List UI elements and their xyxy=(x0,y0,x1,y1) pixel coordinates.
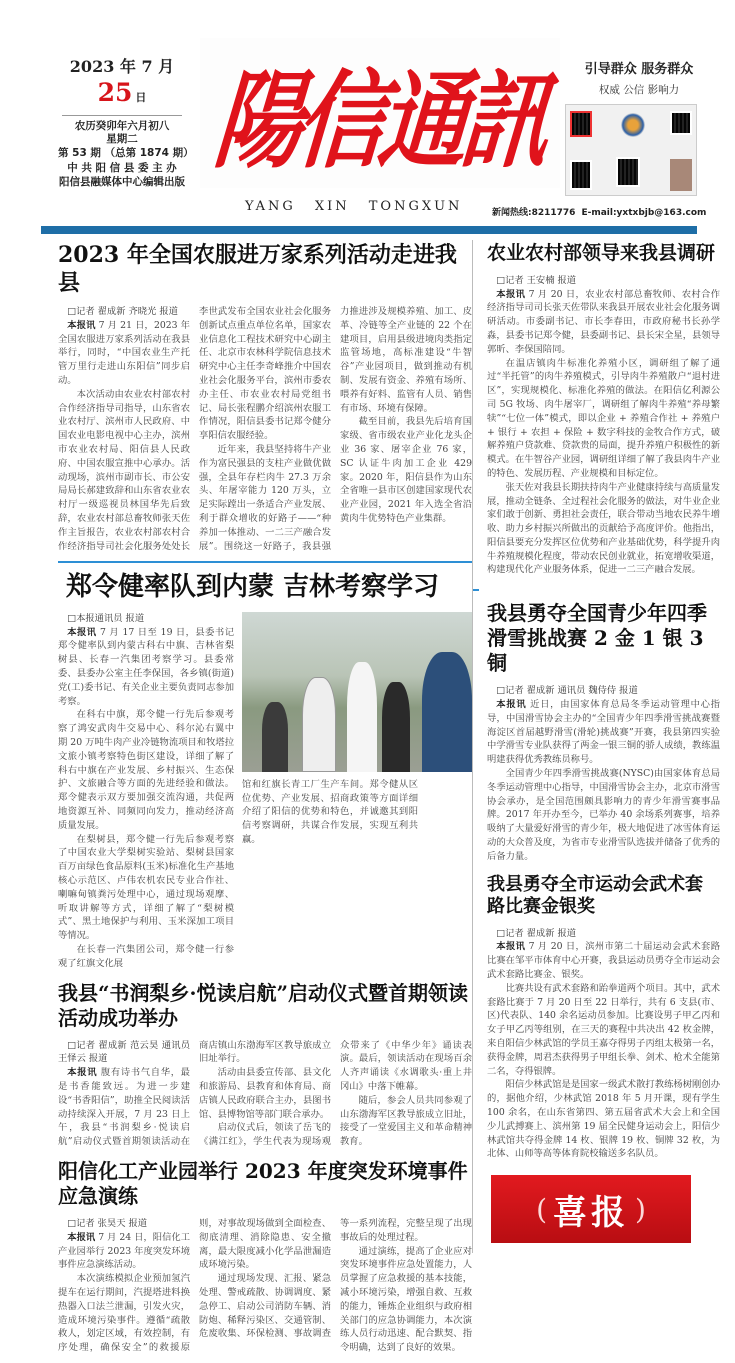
qr-code-icon xyxy=(616,157,640,187)
byline: □记者 翟成新 齐晓光 报道 xyxy=(67,306,178,317)
portrait-image xyxy=(670,159,692,191)
headline-farm-service: 2023 年全国农服进万家系列活动走进我县 xyxy=(58,242,457,296)
qr-code-icon xyxy=(570,111,592,137)
headline-skiing-line1: 我县勇夺全国青少年四季 xyxy=(487,601,707,626)
person-figure xyxy=(382,682,410,772)
paragraph: 在科右中旗，郑令健一行先后参观考察了鸿安武肉牛交易中心、科尔沁右翼中期 20 万吨牛肉产业冷链物流项目和牧塔拉文旅小镇考察特色街区建设，详细了解了科右中旗在产业发展、乡村振兴、生态保护、文旅融合等方面的先进经验和做法。郑令健表示双方要加强交流沟通，共促两地资源互补、同频同向发力，推动经济高质量发展。 xyxy=(58,709,234,831)
paragraph: 通过演练，提高了企业应对突发环境事件应急处置能力，人员掌握了应急救援的基本技能，减小环境污染，增强自救、互救的能力，锤炼企业组织与政府相关部门的应急协调能力，本次演练人员行动迅速、配合默契、指令明确，达到了良好的效果。 xyxy=(340,1245,472,1354)
person-figure xyxy=(347,662,377,772)
headline-reading: 我县“书润梨乡·悦读启航”启动仪式暨首期领读活动成功举办 xyxy=(58,980,468,1030)
right-column xyxy=(472,240,720,1253)
article-ministry-visit xyxy=(487,274,720,578)
paragraph-text: 7 月 21 日，2023 年全国农服进万家系列活动在我县举行，同时，“中国农业生产托管万里行走进山东阳信”同步启动。 xyxy=(58,319,190,386)
section-ministry-visit xyxy=(487,242,720,585)
paragraph: 本次活动由农业农村部农村合作经济指导司指导，山东省农业农村厅、滨州市人民政府、中国农业电影电视中心主办，滨州市农业农村局、阳信县人民政府、中国农服宣推中心承办。活动现场，滨州市副市长、市公安局局长郝建致辞和山东省农业农村厅一级巡视员林国华先后致辞，农业农村部总畜牧师张天佐作主旨报告，农业农村部农村合作经济指导司社会化服务处处长李世武发布全国农业社会化服务创新试点重点单位名单，国家农业信息化工程技术研究中心副主任、北京市农林科学院信息技术研究中心主任李奇峰推介中国农业社会化服务平台，滨州市委农办主任、市农业农村局党组书记、局长张程鹏介绍滨州农服工作情况，阳信县委书记郑令健分享阳信农服经验。 xyxy=(58,306,331,552)
publisher: 阳信县融媒体中心编辑出版 xyxy=(59,175,185,188)
paragraph: 张天佐对我县长期扶持肉牛产业健康持续与高质量发展，推动全链条、全过程社会化服务的做法，对牛业企业家们敢于创新、勇担社会责任，联合带动当地农民养牛增收、助力乡村振兴所做出的贡献给予高度评价。他指出，阳信县要充分发挥区位优势和产业基础优势，科学提升肉牛养殖规模化程度，带动农民创业就业，拓宽增收渠道，构建现代化产业服务体系，促进一二三产融合发展。 xyxy=(487,481,720,576)
laurel-left-icon: ( xyxy=(536,1192,547,1226)
email: E-mail:yxtxbjb@163.com xyxy=(581,208,707,218)
headline-skiing-line2: 滑雪挑战赛 2 金 1 银 3 铜 xyxy=(487,626,704,676)
person-figure xyxy=(302,677,336,772)
section-study-tour xyxy=(58,571,472,978)
paragraph: 阳信少林武馆是是国家一级武术散打教练杨树刚创办的，据他介绍，少林武馆 2018 年 5 月开课，现有学生 100 余名，在山东省第四、第五届省武术大会上和全国少儿武搏赛上、滨州第 19 届全民健身运动会上，阳信少林武馆共夺得金牌 14 枚、银牌 19 枚、铜牌 32 枚，为北体、山师等高等体育院校输送多名队员。 xyxy=(487,1079,720,1160)
paragraph: 馆和红旗长青工厂生产车间。郑令健从区位优势、产业发展、招商政策等方面详细介绍了阳信的优势和特色，并诚邀其到阳信考察调研，共谋合作发展，实现互利共赢。 xyxy=(242,778,418,846)
paragraph: 启动仪式后，领读了岳飞的《满江红》，学生代表为现场观众带来了《中华少年》诵读表演。最后，领读活动在现场百余人齐声诵读《水调歌头·重上井冈山》中落下帷幕。 xyxy=(199,1039,472,1148)
paragraph: 通过现场发现、汇报、紧急处理、警戒疏散、协调调度、紧急停工、启动公司消防车辆、消防炮、稀释污染区、交通管制、危废收集、环保检测、事故调查等一系列流程，完整呈现了出现事故后的处理过程。 xyxy=(199,1217,472,1340)
dateline-lead: 本报讯 xyxy=(496,699,527,711)
issue-day xyxy=(58,78,186,113)
study-tour-continuation xyxy=(242,778,418,847)
paragraph-text: 7 月 24 日，阳信化工产业园举行 2023 年度突发环境事件应急演练活动。 xyxy=(58,1231,190,1271)
paragraph: 比赛共设有武术套路和跆拳道两个项目。其中，武术套路比赛于 7 月 20 日至 22 日举行，共有 6 支县(市、区)代表队、140 余名运动员参加。比赛设男子甲乙丙和女子甲乙丙等组别，在三天的赛程中共决出 42 枚金牌，来自阳信少林武馆的学员王嘉夺得男子丙组太极第一名，获得金牌，周君杰获得男子甲组长拳、剑术、枪术全能第二名，夺得银牌。 xyxy=(487,982,720,1077)
paragraph: 近年来，我县坚持将牛产业作为富民强县的支柱产业做优做强，全县年存栏肉牛 27.3 万余头、年屠宰能力 120 万头，立足实际蹚出一条适合产业发展、利于群众增收的好路子——“种养加一体推动、一二三产融合发展”。围绕这一好路子，我县强力推进涉及规模养殖、加工、皮革、冷链等全产业链的 22 个在建项目，启用县级进境肉类指定监管场地，高标准建设“牛智谷”产业园项目，做到推动有机制、发展有资金、养殖有场所、喂养有好料、监管有人员、销售有市场、环境有保障。 xyxy=(199,306,472,552)
left-column xyxy=(58,240,472,1363)
article-reading xyxy=(58,1039,472,1149)
study-tour-layout xyxy=(58,612,472,971)
paragraph-text: 7 月 20 日，滨州市第二十届运动会武术套路比赛在邹平市体育中心开赛，我县运动员勇夺全市运动会武术套路比赛金、银奖。 xyxy=(487,941,720,981)
divider xyxy=(62,115,182,116)
dateline-lead: 本报讯 xyxy=(67,1067,98,1079)
slogan-block xyxy=(578,58,700,97)
article-study-tour xyxy=(58,612,234,971)
masthead-logo xyxy=(200,38,560,188)
paragraph xyxy=(487,698,720,767)
paragraph: 全国青少年四季滑雪挑战赛(NYSC)由国家体育总局冬季运动管理中心指导，中国滑雪协会主办，北京市滑雪协会承办，是全国范围颇具影响力的青少年滑雪赛事品牌。2017 年开办至今，已举办 40 余场系列赛事，培养吸纳了大量爱好滑雪的青少年，极大地促进了冰雪体育运动的大众普及度，为省市专业滑雪队选拔并储备了优秀的后备力量。 xyxy=(487,768,720,862)
qr-code-icon xyxy=(670,111,692,135)
qr-code-icon xyxy=(570,160,592,190)
banner-text: 喜报 xyxy=(553,1192,629,1233)
contact-line xyxy=(492,205,706,218)
paragraph-text: 近日，由国家体育总局冬季运动管理中心指导，中国滑雪协会主办的“全国青少年四季滑雪挑战赛暨海淀区首届越野滑雪(滑轮)挑战赛”开赛，我县第四实验中学滑雪专业队获得了两金一银三铜的骄人成绩，教练温明建获得优秀教练员称号。 xyxy=(487,699,720,766)
paragraph xyxy=(58,1231,190,1272)
app-logo-icon xyxy=(621,113,645,137)
article-farm-service xyxy=(58,305,472,553)
paragraph-text: 7 月 17 日至 19 日，县委书记郑令健率队到内蒙古科右中旗、吉林省梨树县、长春一汽集团考察学习。县委常委、县委办公室主任李保国，各乡镇(街道)党(工)委书记、有关企业主要负责同志参加考察。 xyxy=(58,626,234,707)
study-tour-photo xyxy=(242,612,472,772)
paragraph xyxy=(487,288,720,357)
paragraph-text: 腹有诗书气自华，最是书香能致远。为进一步建设“书香阳信”，助推全民阅读活动持续深入开展，7 月 23 日上午，我县“书润梨乡·悦读启航”启动仪式暨首期领读活动在商店镇山东渤海军区教导旅成立旧址举行。 xyxy=(58,1039,331,1148)
person-figure xyxy=(262,702,288,772)
paragraph xyxy=(58,626,234,709)
paragraph-text: 7 月 20 日，农业农村部总畜牧师、农村合作经济指导司司长张天佐带队来我县开展农业社会化服务调研活动。市委副书记、市长李春田，市政府秘书长孙学淼，县委书记郑令健，县委副书记、县长宋全星，县领导郭昕、李保国陪同。 xyxy=(487,288,720,355)
lunar-date: 农历癸卯年六月初八 xyxy=(74,120,170,132)
main-content xyxy=(58,240,720,1363)
slogan: 引导群众 服务群众 xyxy=(584,62,694,77)
byline: □记者 翟成新 报道 xyxy=(496,927,577,939)
section-wushu xyxy=(487,874,720,1170)
study-tour-right xyxy=(242,612,472,847)
section-skiing xyxy=(487,601,720,871)
masthead-pinyin: YANG XIN TONGXUN xyxy=(245,199,463,214)
byline: □记者 翟成新 通讯员 魏侍侍 报道 xyxy=(496,685,638,697)
article-wushu xyxy=(487,927,720,1162)
dateline-lead: 本报讯 xyxy=(67,1231,96,1243)
person-figure xyxy=(422,652,472,772)
paragraph: 本次演练模拟企业预加氢汽提车在运行期间，汽提塔进料换热器入口法兰泄漏，引发火灾，造成环境污染事件。遵循“疏散救人，划定区域，有效控制，有序处理，确保安全”的救援原则，对事故现场做到全面检查、彻底清理、消除隐患、安全撤离，最大限度减小化学品泄漏造成环境污染。 xyxy=(58,1217,331,1354)
article-skiing xyxy=(487,684,720,863)
section-drill xyxy=(58,1159,472,1363)
byline: □记者 张昊天 报道 xyxy=(67,1217,148,1229)
paragraph xyxy=(58,319,190,388)
news-hotline: 新闻热线:8211776 xyxy=(492,208,576,218)
day-number: 25 xyxy=(97,78,133,107)
byline: □本报通讯员 报道 xyxy=(67,612,145,624)
qr-code-panel xyxy=(565,104,697,196)
section-farm-service xyxy=(58,242,472,563)
year-month: 2023 年 7 月 xyxy=(69,57,175,76)
headline-drill: 阳信化工产业园举行 2023 年度突发环境事件应急演练 xyxy=(58,1158,468,1208)
dateline-lead: 本报讯 xyxy=(496,941,526,953)
headline-wushu: 我县勇夺全市运动会武术套路比赛金银奖 xyxy=(487,873,703,918)
paragraph: 活动由县委宣传部、县文化和旅游局、县教育和体育局、商店镇人民政府联合主办，县图书馆、县博物馆等部门联合承办。 xyxy=(199,1067,331,1120)
byline: □记者 翟成新 范云昊 通讯员 王怿云 报道 xyxy=(58,1039,190,1065)
dateline-lead: 本报讯 xyxy=(67,626,97,638)
dateline-lead: 本报讯 xyxy=(67,319,96,331)
section-marker xyxy=(473,589,479,591)
headline-ministry-visit: 农业农村部领导来我县调研 xyxy=(487,242,716,264)
slogan-sub: 权威 公信 影响力 xyxy=(598,84,680,96)
article-drill xyxy=(58,1217,472,1355)
section-reading xyxy=(58,981,472,1157)
weekday: 星期二 xyxy=(106,133,138,146)
headline-skiing xyxy=(487,601,720,676)
paragraph: 在梨树县，郑令健一行先后参观考察了中国农业大学梨树实验站、梨树县国家百万亩绿色食品原料(玉米)标准化生产基地核心示范区、卢伟农机农民专业合作社、喇嘛甸镇粪污处理中心，通过现场观摩、听取讲解等方式，详细了解了“梨树模式”、黑土地保护与利用、玉米深加工项目等情况。 xyxy=(58,833,234,942)
byline: □记者 王安楠 报道 xyxy=(496,274,577,286)
issue-number: 第 53 期 （总第 1874 期） xyxy=(58,146,194,159)
good-news-banner xyxy=(491,1175,691,1243)
day-unit: 日 xyxy=(135,91,147,104)
paragraph: 在长春一汽集团公司，郑令健一行参观了红旗文化展 xyxy=(58,943,234,969)
paragraph: 截至目前，我县先后培育国家级、省市级农业产业化龙头企业 36 家、屠宰企业 76 家，SC 认证牛肉加工企业 429 家。2020 年，阳信县作为山东全省唯一县市区创建国家现代农业产业园，2021 年入选全省沿黄肉牛优势特色产业集群。 xyxy=(340,416,472,524)
headline-study-tour: 郑令健率队到内蒙 吉林考察学习 xyxy=(66,572,440,603)
masthead-title: 陽信通訊 xyxy=(209,57,549,183)
date-block xyxy=(58,56,194,189)
paragraph xyxy=(487,940,720,981)
dateline-lead: 本报讯 xyxy=(496,288,526,300)
laurel-right-icon: ) xyxy=(635,1192,646,1226)
paragraph: 在温店镇肉牛标准化养殖小区，调研组了解了通过“半托管”的肉牛养殖模式，引导肉牛养殖散户“退村进区”，实现规模化、标准化养殖的做法。在阳信亿利源公司 5G 牧场、肉牛屠宰厂，调研组了解肉牛养殖“养母繁犊”“七位一体”模式，即以企业 + 养殖合作社 + 养殖户 + 银行 + 农担 + 保险 + 数字科技的金牧合作方式，破解养殖户贷款难、贷款贵的局面，提升养殖户积极性的新模式。在牛智谷产业园，调研组详细了解了我县肉牛产业的特色、发展历程、产业规模和目标定位。 xyxy=(487,357,720,479)
header-bar xyxy=(41,226,697,234)
paragraph: 随后，参会人员共同参观了山东渤海军区教导旅成立旧址，接受了一堂爱国主义和革命精神教育。 xyxy=(340,1094,472,1148)
sponsor: 中 共 阳 信 县 委 主 办 xyxy=(67,162,177,175)
